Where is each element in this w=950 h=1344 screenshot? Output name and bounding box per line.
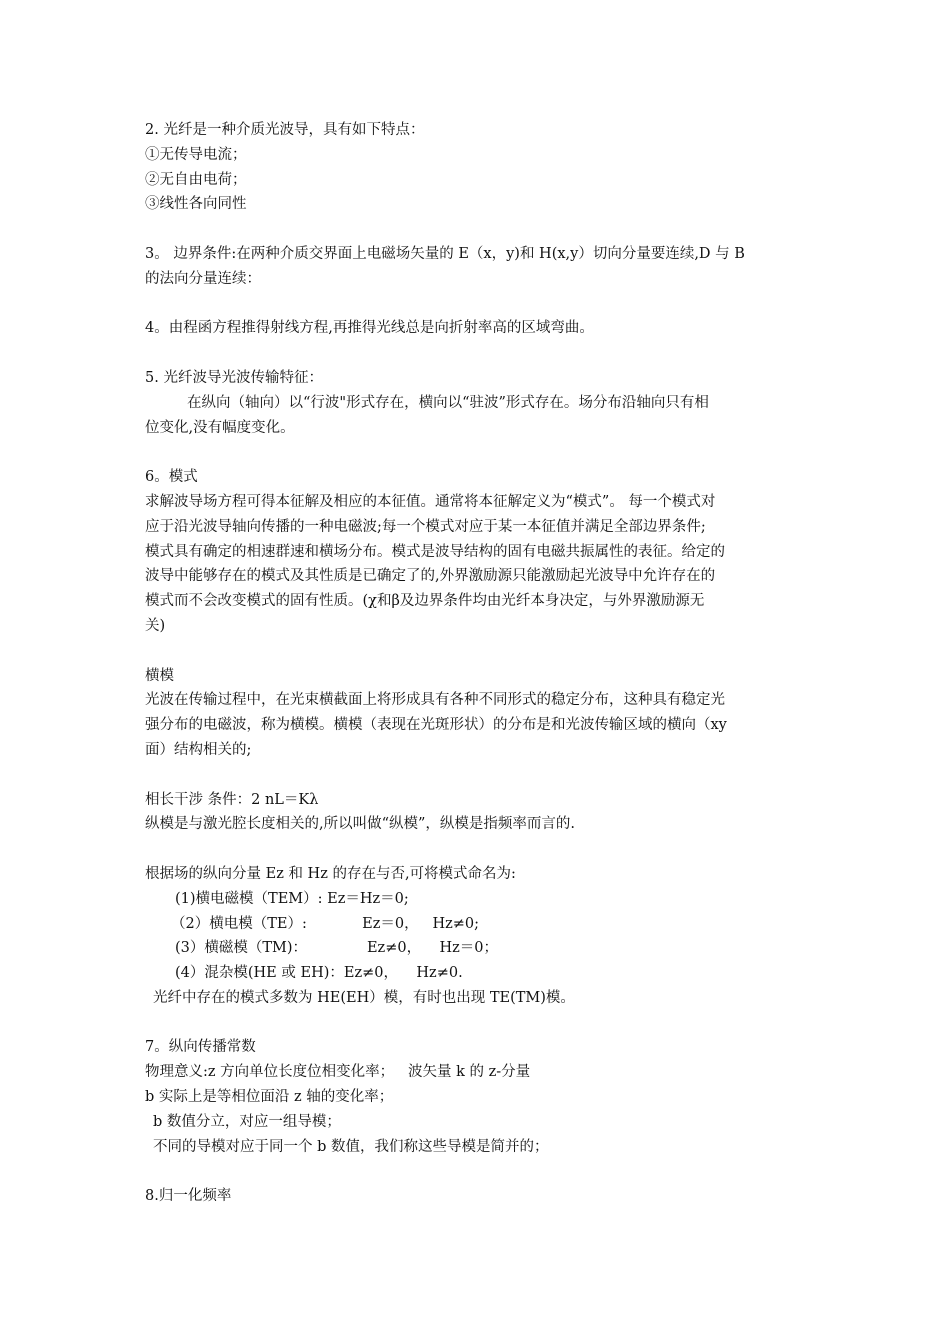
paragraph-line: 不同的导模对应于同一个 b 数值，我们称这些导模是简并的； (153, 1138, 549, 1155)
blank-line (145, 217, 817, 242)
mode-item-tm: (3）横磁模（TM)： Ez≠0， Hz＝0； (175, 940, 499, 957)
mode-item-tem: (1)横电磁模（TEM）: Ez＝Hz＝0; (175, 890, 409, 907)
section-5-text: 位变化,没有幅度变化。 (145, 419, 295, 436)
paragraph-line: 纵模是与激光腔长度相关的,所以叫做“纵模”，纵模是指频率而言的. (145, 816, 576, 833)
paragraph-line: 波导中能够存在的模式及其性质是已确定了的,外界激励源只能激励起光波导中允许存在的 (145, 568, 716, 585)
paragraph-line: b 数值分立，对应一组导模； (153, 1113, 341, 1130)
interference-condition: 相长干涉 条件：2 nL＝Kλ (145, 791, 319, 808)
paragraph-line: 光纤中存在的模式多数为 HE(EH）模，有时也出现 TE(TM)模。 (153, 989, 575, 1006)
section-5-text: 在纵向（轴向）以“行波"形式存在，横向以“驻波”形式存在。场分布沿轴向只有相 (187, 394, 709, 411)
paragraph-line: 模式具有确定的相速群速和横场分布。模式是波导结构的固有电磁共振属性的表征。给定的 (145, 543, 725, 560)
blank-line (145, 341, 817, 366)
section-4-text: 4。由程函方程推得射线方程,再推得光线总是向折射率高的区域弯曲。 (145, 320, 594, 337)
paragraph-line: 强分布的电磁波，称为横模。横模（表现在光斑形状）的分布是和光波传输区域的横向（xy (145, 717, 727, 734)
section-6-heading: 6。模式 (145, 469, 198, 486)
paragraph-line: 光波在传输过程中，在光束横截面上将形成具有各种不同形式的稳定分布，这种具有稳定光 (145, 692, 725, 709)
section-3-text: 的法向分量连续： (145, 270, 261, 287)
section-2-heading: 2. 光纤是一种介质光波导，具有如下特点： (145, 122, 425, 138)
section-7-heading: 7。纵向传播常数 (145, 1039, 256, 1056)
mode-naming-intro: 根据场的纵向分量 Ez 和 Hz 的存在与否,可将模式命名为: (145, 865, 516, 882)
transverse-mode-heading: 横模 (145, 667, 174, 684)
blank-line (145, 1159, 817, 1184)
paragraph-line: 模式而不会改变模式的固有性质。(χ和β及边界条件均由光纤本身决定，与外界激励源无 (145, 593, 705, 610)
mode-item-te: （2）横电模（TE）: Ez＝0， Hz≠0; (171, 915, 479, 932)
blank-line (145, 440, 817, 465)
paragraph-line: 关) (145, 617, 166, 634)
blank-line (145, 292, 817, 317)
blank-line (145, 763, 817, 788)
section-5-heading: 5. 光纤波导光波传输特征： (145, 369, 323, 386)
paragraph-line: 求解波导场方程可得本征解及相应的本征值。通常将本征解定义为“模式”。 每一个模式对 (145, 493, 716, 510)
list-item: ①无传导电流； (145, 146, 247, 163)
list-item: ②无自由电荷； (145, 171, 247, 188)
blank-line (145, 1011, 817, 1036)
paragraph-line: b 实际上是等相位面沿 z 轴的变化率； (145, 1089, 394, 1106)
section-8-heading: 8.归一化频率 (145, 1188, 232, 1205)
blank-line (145, 837, 817, 862)
mode-item-hybrid: (4）混杂模(HE 或 EH)：Ez≠0， Hz≠0. (175, 965, 463, 982)
section-3-text: 3。 边界条件:在两种介质交界面上电磁场矢量的 E（x，y)和 H(x,y）切向分量要连续,D 与 B (145, 245, 745, 262)
blank-line (145, 639, 817, 664)
list-item: ③线性各向同性 (145, 196, 247, 213)
paragraph-line: 应于沿光波导轴向传播的一种电磁波;每一个模式对应于某一本征值并满足全部边界条件; (145, 518, 706, 535)
paragraph-line: 物理意义:z 方向单位长度位相变化率； 波矢量 k 的 z-分量 (145, 1064, 531, 1081)
paragraph-line: 面）结构相关的; (145, 741, 252, 758)
document-body (145, 118, 817, 1209)
